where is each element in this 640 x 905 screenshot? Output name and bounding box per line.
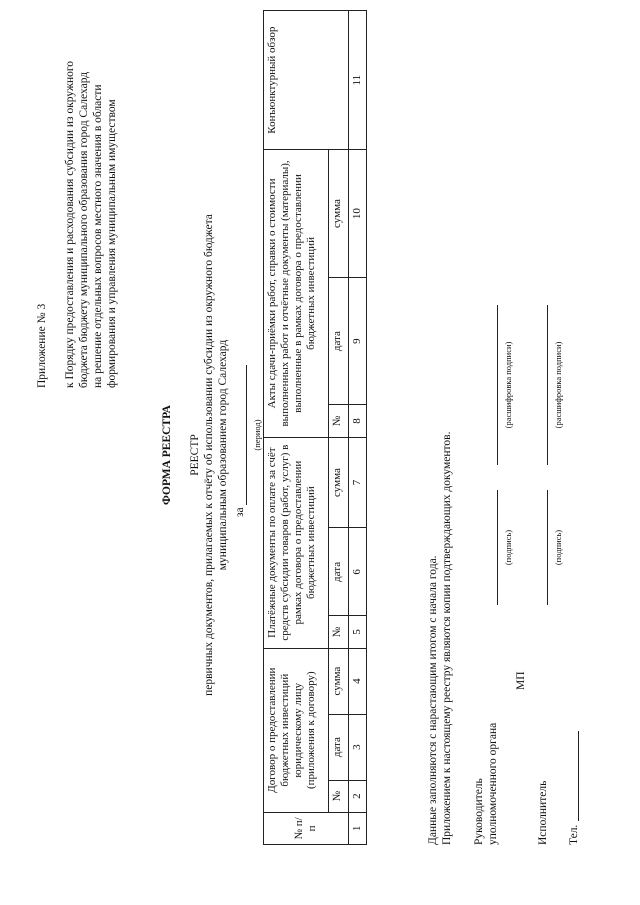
executor-decode-caption: (расшифровка подписи) [553,341,563,429]
executor-decode-line [547,305,548,465]
phone-label: Тел. [568,824,580,845]
head-signature-caption: (подпись) [503,529,513,566]
period-prefix: за [234,507,246,517]
registry-table [263,10,367,845]
sub-header-date: дата [328,528,348,616]
executor-label: Исполнитель [537,780,549,845]
column-number-cell: 5 [349,616,367,648]
note-2: Приложением к настоящему реестру являются копии подтверждающих документов. [441,431,453,845]
column-number-cell: 8 [349,405,367,437]
appendix-title: Приложение № 3 [36,303,48,388]
sub-header-sum: сумма [328,437,348,528]
appendix-line-2: бюджета бюджету муниципального образования город Салехард [78,71,90,388]
registry-line-1: первичных документов, прилагаемых к отчёту об использовании субсидии из окружного бюджета [203,214,215,696]
head-label-1: Руководитель [473,778,485,845]
column-number-cell: 3 [349,714,367,780]
registry-line-2: муниципальным образованием город Салехард [217,339,229,571]
sub-header-no: № [328,616,348,648]
appendix-line-3: на решение отдельных вопросов местного значения в области [92,84,104,388]
col-header-number: № п/п [264,812,349,844]
column-number-cell: 10 [349,150,367,278]
phone-line [578,731,579,821]
sub-header-date: дата [328,277,348,405]
col-header-contract: Договор о предоставлении бюджетных инвестиций юридическому лицу (приложения к договору) [264,648,329,812]
column-number-cell: 4 [349,648,367,714]
column-number-cell: 1 [349,812,367,844]
column-number-cell: 6 [349,528,367,616]
column-number-cell: 9 [349,277,367,405]
executor-signature-caption: (подпись) [553,529,563,566]
column-number-cell: 2 [349,780,367,812]
head-label-2: уполномоченного органа [487,722,499,845]
sub-header-date: дата [328,714,348,780]
executor-signature-line [547,490,548,605]
column-number-cell: 11 [349,11,367,150]
period-line [246,365,247,505]
form-title: ФОРМА РЕЕСТРА [161,405,173,506]
period-caption: (период) [252,419,262,451]
appendix-line-1: к Порядку предоставления и расходования субсидии из окружного [64,60,76,388]
col-header-review: Конъюнктурный обзор [264,11,349,150]
appendix-line-4: формирования и управления муниципальным имуществом [106,99,118,388]
sub-header-no: № [328,405,348,437]
col-header-payments: Платёжные документы по оплате за счёт средств субсидии товаров (работ, услуг) в рамках договора о предоставлении бюджетных инвестиций [264,437,329,648]
stamp-label: МП [515,671,527,690]
sub-header-sum: сумма [328,150,348,278]
note-1: Данные заполняются с нарастающим итогом с начала года. [427,555,439,845]
col-header-acts: Акты сдачи-приёмки работ, справки о стоимости выполненных работ и отчётные документы (материалы), выполненные в рамках договора о предоставлении бюджетных инвестиций [264,150,329,437]
column-number-cell: 7 [349,437,367,528]
head-decode-line [497,305,498,465]
head-decode-caption: (расшифровка подписи) [503,341,513,429]
sub-header-no: № [328,780,348,812]
head-signature-line [497,490,498,605]
sub-header-sum: сумма [328,648,348,714]
registry-title: РЕЕСТР [189,434,201,476]
